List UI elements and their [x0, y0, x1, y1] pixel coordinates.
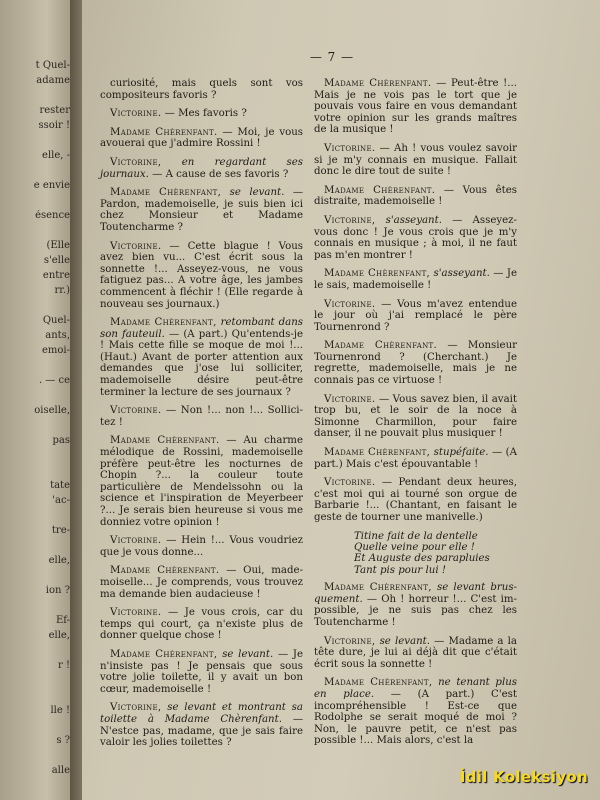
speaker-name: Victorine. [324, 393, 376, 405]
dialogue-text: — Vous savez bien, il avait trop bu, et le soir de la noce à Simonne Charmillon, pour faire danser, il ne pouvait plus musiquer ! [314, 393, 517, 440]
stage-direction: se levant et montrant sa toilette à Madame Chèrenfant. [100, 702, 303, 725]
stage-direction: s'asseyant. [385, 214, 442, 226]
dialogue-entry [314, 582, 517, 628]
left-page-fragment: e envie [33, 180, 70, 191]
stage-direction: se levant. [379, 635, 430, 647]
song-line: Quelle veine pour elle ! [354, 542, 475, 553]
speaker-name: Victorine. [110, 240, 162, 252]
dialogue-text: — Vous êtes distraite, mademoiselle ! [314, 184, 517, 208]
song-lyrics [354, 531, 517, 577]
dialogue-entry [100, 565, 303, 600]
left-page-fragment: 'ac- [52, 495, 70, 506]
dialogue-text: — Non !... non !... Sollicitez ! [100, 405, 303, 428]
speaker-name: Madame Chèrenfant. [110, 435, 220, 447]
dialogue-entry [314, 78, 517, 136]
dialogue-text: — (A part.) C'est incompréhensible ! Est-ce que Rodolphe se serait moqué de moi ? Non, le pauvre petit, ce n'est pas possible !... Mais alors, c'est la [314, 688, 518, 747]
text-column-left [100, 78, 303, 756]
dialogue-text: — Asseyez-vous donc ! Je vous crois que je m'y connais en musique ; à moi, il ne faut pas m'en montrer ! [314, 214, 517, 261]
dialogue-entry [100, 127, 303, 150]
dialogue-text: — Pendant deux heures, c'est moi qui ai tourné son orgue de Barbarie !... (Chantant, en faisant le geste de tourner une manivelle.) [314, 477, 517, 523]
left-page-fragment: alle [51, 765, 70, 776]
dialogue-text: — Je n'insiste pas ! Je pensais que sous votre jolie toilette, il y avait un bon cœur, mademoiselle ! [100, 648, 303, 695]
left-page-fragment: rester [39, 105, 70, 116]
left-page-fragment: tate [50, 480, 70, 491]
left-page-fragment: lle ! [50, 705, 70, 716]
dialogue-text: — A cause de ses favoris ? [152, 168, 289, 180]
left-page-fragment: ants, [45, 330, 70, 341]
stage-direction: en regardant ses journaux. [100, 156, 303, 180]
left-page-fragment: ssoir ! [38, 120, 70, 131]
left-page-fragment: elle, - [42, 150, 70, 161]
page-number: — 7 — [309, 50, 355, 64]
dialogue-text: — Madame a la tête dure, je lui ai déjà dit que c'était écrit sous la sonnette ! [314, 635, 517, 670]
dialogue-text: — Moi, je vous avouerai que j'admire Rossini ! [100, 126, 303, 150]
stage-direction: s'asseyant. [433, 268, 490, 280]
left-page-fragment: s ? [56, 735, 70, 746]
dialogue-entry [100, 702, 303, 748]
dialogue-entry [100, 435, 303, 528]
dialogue-entry [100, 78, 303, 101]
speaker-name: Victorine. [324, 298, 376, 310]
left-page-fragment: rr.) [54, 285, 70, 296]
speaker-name: Madame Chèrenfant. [324, 78, 432, 89]
left-page-fragment: elle, [48, 555, 70, 566]
speaker-name: Victorine, [110, 702, 162, 714]
dialogue-entry [314, 447, 517, 470]
speaker-name: Victorine, [324, 635, 376, 647]
dialogue-entry [314, 477, 517, 523]
speaker-name: Madame Chèrenfant, [324, 447, 431, 459]
stage-direction: retombant dans son fauteuil. [100, 317, 303, 340]
dialogue-text: — (A part.) Mais c'est épouvantable ! [314, 447, 517, 470]
stage-direction: se levant. [222, 648, 274, 660]
left-page [0, 0, 78, 800]
left-page-fragment: Ef- [55, 615, 70, 626]
left-page-fragment: s'elle [43, 255, 70, 266]
dialogue-text: — Ah ! vous voulez savoir si je m'y connais en musique. Fallait donc le dire tout de suite ! [314, 142, 517, 178]
dialogue-entry [100, 157, 303, 180]
speaker-name: Madame Chèrenfant, [324, 582, 432, 594]
dialogue-text: — Vous m'avez entendue le jour où j'ai remplacé le père Tournenrond ? [314, 298, 517, 333]
song-line: Titine fait de la dentelle [354, 530, 478, 542]
speaker-name: Victorine. [110, 405, 162, 417]
dialogue-entry [314, 677, 517, 747]
dialogue-entry [314, 185, 517, 208]
stage-direction: stupéfaite. [433, 447, 489, 459]
dialogue-text: — Peut-être !... Mais je ne vois pas le tort que je pouvais vous faire en vous demandant votre opinion sur les grands maîtres de la musique ! [314, 78, 517, 136]
dialogue-entry [100, 241, 303, 311]
dialogue-entry [314, 636, 517, 671]
dialogue-text: — (A part.) Qu'entends-je ! Mais cette fille se moque de moi !... (Haut.) Avant de porter attention aux demandes que j'ose lui solliciter, mademoiselle désire peut-être terminer la lecture de ses journaux ? [100, 328, 304, 398]
left-page-fragment: emoi- [42, 345, 70, 356]
dialogue-entry [100, 108, 303, 120]
left-page-fragment: r ! [58, 660, 70, 671]
speaker-name: Victorine, [110, 156, 162, 168]
dialogue-entry [314, 143, 517, 178]
left-page-fragment: elle, [48, 630, 70, 641]
dialogue-text: — Monsieur Tournenrond ? (Cherchant.) Je regrette, mademoiselle, mais je ne connais pas ce virtuose ! [314, 340, 517, 387]
dialogue-text: — Oh ! horreur !... C'est impossible, je ne suis pas chez les Toutencharme ! [314, 593, 517, 628]
dialogue-text: curiosité, mais quels sont vos compositeurs favoris ? [100, 78, 303, 101]
dialogue-entry [314, 299, 517, 334]
left-page-fragment: pas [52, 435, 70, 446]
watermark: İdil Koleksiyon [459, 768, 588, 786]
stage-direction: ne tenant plus en place. [314, 677, 517, 700]
speaker-name: Madame Chèrenfant, [110, 648, 218, 660]
speaker-name: Madame Chèrenfant, [324, 268, 431, 280]
speaker-name: Victorine. [324, 477, 376, 489]
left-page-fragment: ion ? [45, 585, 70, 596]
dialogue-entry [100, 649, 303, 695]
dialogue-text: — Je le sais, mademoiselle ! [314, 268, 517, 291]
left-page-fragment: entre [42, 270, 70, 281]
left-page-fragment: ésence [35, 210, 70, 221]
speaker-name: Victorine. [110, 108, 162, 120]
stage-direction: se levant. [229, 187, 285, 199]
speaker-name: Madame Chèrenfant. [324, 340, 438, 352]
left-page-fragment: Quel- [42, 315, 70, 326]
speaker-name: Victorine. [110, 535, 162, 547]
song-line: Et Auguste des parapluies [354, 553, 490, 565]
dialogue-entry [100, 535, 303, 558]
speaker-name: Madame Chèrenfant. [110, 126, 218, 138]
left-page-fragment: adame [36, 75, 70, 86]
dialogue-text: — Hein !... Vous voudriez que je vous donne... [100, 535, 303, 558]
dialogue-text: — Je vous crois, car du temps qui court, ça n'existe plus de donner quelque chose ! [100, 607, 303, 642]
dialogue-entry [314, 394, 517, 440]
dialogue-entry [100, 187, 303, 233]
right-page [82, 0, 600, 800]
speaker-name: Madame Chèrenfant. [324, 184, 436, 196]
dialogue-entry [314, 215, 517, 261]
left-page-fragment: oiselle, [34, 405, 70, 416]
dialogue-text: — N'estce pas, madame, que je sais faire valoir les jolies toilettes ? [100, 713, 303, 749]
speaker-name: Madame Chèrenfant, [324, 677, 433, 689]
dialogue-entry [100, 607, 303, 642]
stage-direction: se levant brusquement. [314, 582, 517, 605]
dialogue-entry [100, 405, 303, 428]
text-column-right [314, 78, 517, 754]
left-page-fragment: (Elle [46, 240, 70, 251]
speaker-name: Madame Chèrenfant, [110, 317, 217, 329]
song-line: Tant pis pour lui ! [354, 564, 446, 576]
left-page-fragment: tre- [51, 525, 70, 536]
speaker-name: Madame Chèrenfant. [110, 565, 220, 577]
dialogue-text: — Au charme mélodique de Rossini, mademoiselle préfère peut-être les nocturnes de Chopin ?... la couleur toute particulière de Mendelssohn ou la science et l'inspiration de Meyerbeer ?... Je serais bien heureuse si vous me donniez votre opinion ! [100, 435, 303, 528]
dialogue-text: — Mes favoris ? [164, 108, 247, 120]
dialogue-text: — Cette blague ! Vous avez bien vu... C'est écrit sous la sonnette !... Asseyez-vous, ne vous fatiguez pas... A votre âge, les jambes commencent à fléchir ! (Elle regarde à nouveau ses journaux.) [100, 240, 303, 310]
dialogue-entry [314, 268, 517, 291]
speaker-name: Victorine. [110, 607, 162, 619]
dialogue-entry [100, 317, 303, 398]
speaker-name: Victorine. [324, 142, 376, 154]
dialogue-text: — Pardon, mademoiselle, je suis bien ici chez Monsieur et Madame Toutencharme ? [100, 187, 303, 233]
speaker-name: Victorine, [324, 214, 376, 226]
left-page-fragment: t Quel- [35, 60, 70, 71]
dialogue-entry [314, 340, 517, 386]
speaker-name: Madame Chèrenfant, [110, 187, 222, 199]
dialogue-text: — Oui, mademoiselle... Je comprends, vous trouvez ma demande bien audacieuse ! [100, 565, 304, 600]
left-page-fragment: . — ce [38, 375, 70, 386]
